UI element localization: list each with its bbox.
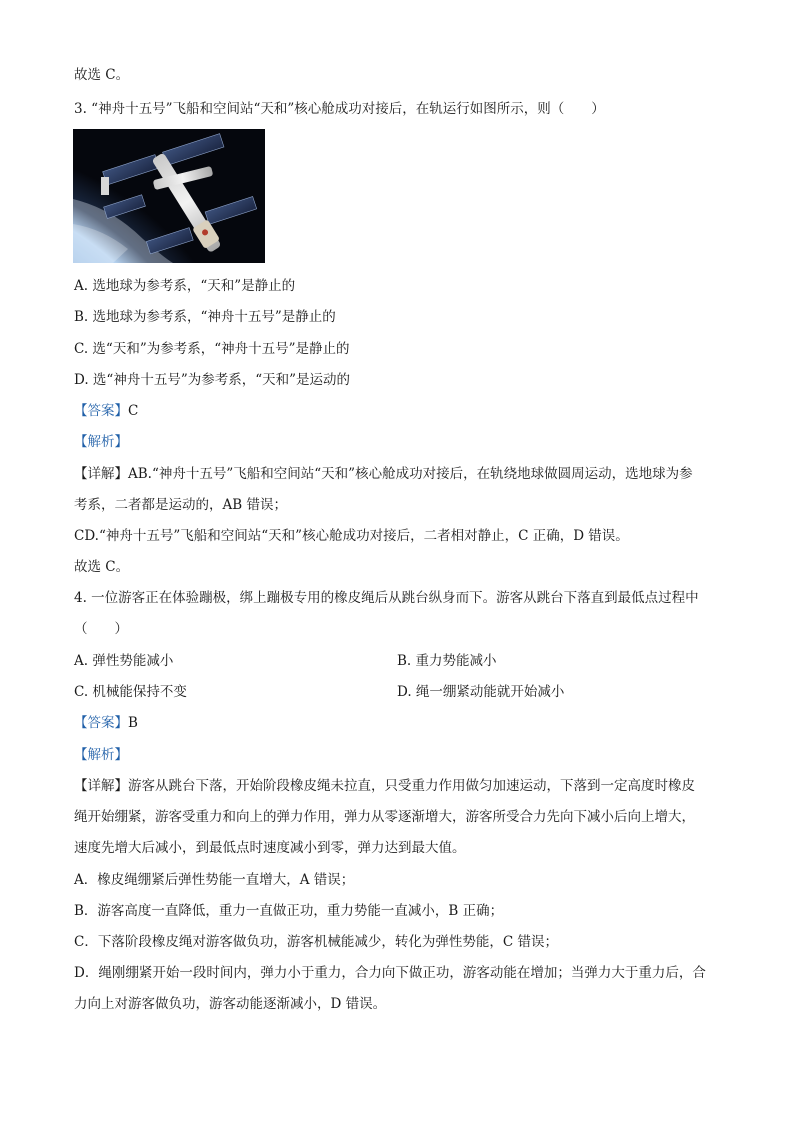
- detail-tag: 【详解】: [74, 778, 128, 794]
- q3-detail-line-3: CD.“神舟十五号”飞船和空间站“天和”核心舱成功对接后，二者相对静止，C 正确，D 错误。: [74, 528, 629, 544]
- q4-detail-line-2: 绳开始绷紧，游客受重力和向上的弹力作用，弹力从零逐渐增大，游客所受合力先向下减小后向上增大，: [74, 809, 695, 825]
- q3-detail-line-1: [74, 465, 693, 483]
- q4-detail-line-3: 速度先增大后减小，到最低点时速度减小到零，弹力达到最大值。: [74, 840, 466, 856]
- q4-detail-line-7: D．绳刚绷紧开始一段时间内，弹力小于重力，合力向下做正功，游客动能在增加；当弹力大于重力后，合: [74, 965, 706, 981]
- prev-conclusion: 故选 C。: [74, 67, 130, 83]
- answer-value: B: [128, 715, 138, 731]
- q4-option-b: B. 重力势能减小: [397, 653, 497, 669]
- q3-detail-line-2: 考系，二者都是运动的，AB 错误；: [74, 497, 287, 513]
- answer-tag: 【答案】: [74, 715, 128, 731]
- q4-stem-line-1: 4. 一位游客正在体验蹦极，绑上蹦极专用的橡皮绳后从跳台纵身而下。游客从跳台下落直到最低点过程中: [74, 590, 699, 606]
- q4-detail-line-8: 力向上对游客做负功，游客动能逐渐减小，D 错误。: [74, 996, 387, 1012]
- space-station-photo: [73, 129, 265, 263]
- q4-option-d: D. 绳一绷紧动能就开始减小: [397, 684, 565, 700]
- q3-option-d: D. 选“神舟十五号”为参考系，“天和”是运动的: [74, 372, 351, 388]
- q4-detail-line-4: A．橡皮绳绷紧后弹性势能一直增大，A 错误；: [74, 872, 355, 888]
- q3-conclusion: 故选 C。: [74, 559, 130, 575]
- q4-analysis-tag: 【解析】: [74, 747, 128, 763]
- q3-answer: [74, 402, 138, 420]
- detail-tag: 【详解】: [74, 466, 128, 482]
- q4-option-c: C. 机械能保持不变: [74, 684, 187, 700]
- detail-text: AB.“神舟十五号”飞船和空间站“天和”核心舱成功对接后，在轨绕地球做圆周运动，选地球为参: [128, 466, 693, 482]
- q3-stem: 3. “神舟十五号”飞船和空间站“天和”核心舱成功对接后，在轨运行如图所示，则（ ）: [74, 101, 605, 117]
- q3-option-a: A. 选地球为参考系，“天和”是静止的: [74, 278, 296, 294]
- q4-detail-line-1: [74, 777, 695, 795]
- q4-detail-line-6: C．下落阶段橡皮绳对游客做负功，游客机械能减少，转化为弹性势能，C 错误；: [74, 934, 558, 950]
- q3-option-c: C. 选“天和”为参考系，“神舟十五号”是静止的: [74, 341, 350, 357]
- q3-analysis-tag: 【解析】: [74, 434, 128, 450]
- q4-stem-line-2: （ ）: [74, 621, 128, 637]
- q3-option-b: B. 选地球为参考系，“神舟十五号”是静止的: [74, 309, 336, 325]
- q4-answer: [74, 714, 138, 732]
- detail-text: 游客从跳台下落，开始阶段橡皮绳未拉直，只受重力作用做匀加速运动，下落到一定高度时橡皮: [128, 778, 695, 794]
- answer-value: C: [128, 403, 139, 419]
- q4-option-a: A. 弹性势能减小: [74, 653, 174, 669]
- q4-detail-line-5: B．游客高度一直降低，重力一直做正功，重力势能一直减小，B 正确；: [74, 903, 504, 919]
- answer-tag: 【答案】: [74, 403, 128, 419]
